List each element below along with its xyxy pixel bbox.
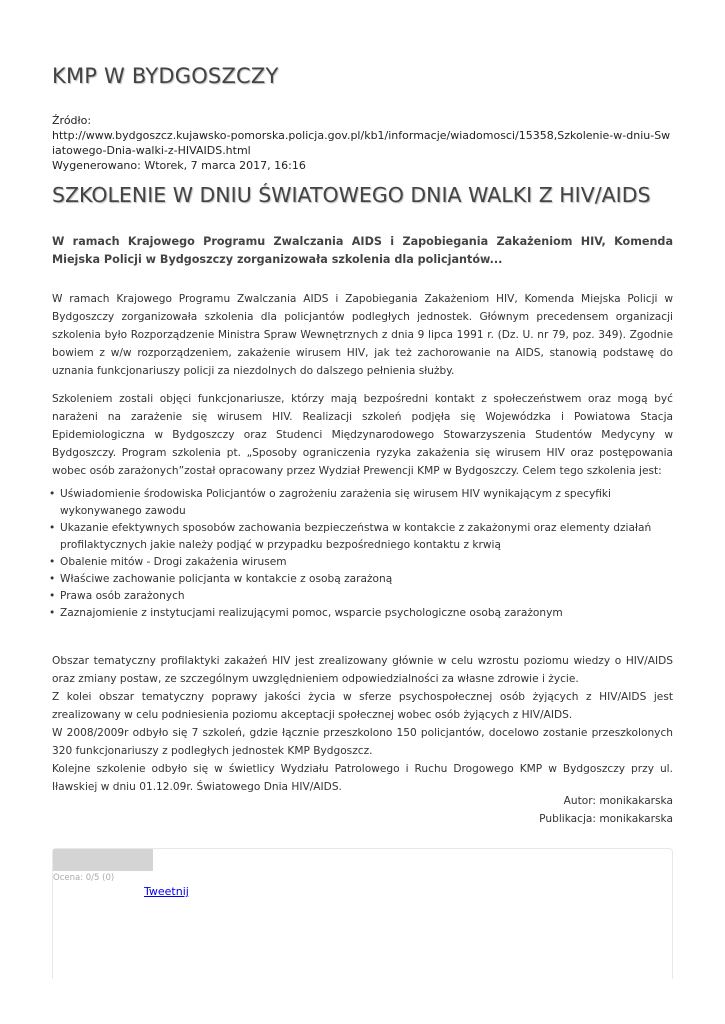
meta-block [52,113,673,173]
tweet-link[interactable]: Tweetnij [144,885,189,898]
publication: Publikacja: monikakarska [539,813,673,825]
paragraph-line: Kolejne szkolenie odbyło się w świetlicy Wydziału Patrolowego i Ruchu Drogowego KMP w Bydgoszczy przy ul. Iławskiej w dniu 01.12.09r. Światowego Dnia HIV/AIDS. [52,763,673,793]
list-item: • Prawa osób zarażonych [49,588,679,605]
rating-stars-bar[interactable] [53,849,153,871]
article-title: SZKOLENIE W DNIU ŚWIATOWEGO DNIA WALKI Z HIV/AIDS [52,183,651,207]
source-label: Źródło: [52,114,92,127]
paragraph-line: W 2008/2009r odbyło się 7 szkoleń, gdzie łącznie przeszkolono 150 policjantów, docelowo zostanie przeszkolonych 320 funkcjonariuszy z podległych jednostek KMP Bydgoszcz. [52,727,673,757]
generated-date: Wygenerowano: Wtorek, 7 marca 2017, 16:16 [52,159,306,172]
site-title: KMP W BYDGOSZCZY [52,64,279,88]
author-block [539,792,673,828]
list-item: • Ukazanie efektywnych sposobów zachowania bezpieczeństwa w kontakcie z zakażonymi oraz elementy działań profilaktycznych jakie należy podjąć w przypadku bezpośredniego kontaktu z krwią [49,520,679,554]
list-item: • Obalenie mitów - Drogi zakażenia wirusem [49,554,679,571]
paragraph-line: Z kolei obszar tematyczny poprawy jakości życia w sferze psychospołecznej osób żyjących z HIV/AIDS jest zrealizowany w celu podniesienia poziomu akceptacji społecznej wobec osób żyjących z HIV/AIDS. [52,691,673,721]
list-item: • Właściwe zachowanie policjanta w kontakcie z osobą zarażoną [49,571,679,588]
list-item: • Uświadomienie środowiska Policjantów o zagrożeniu zarażenia się wirusem HIV wynikającym z specyfiki wykonywanego zawodu [49,486,679,520]
paragraph-line: Obszar tematyczny profilaktyki zakażeń HIV jest zrealizowany głównie w celu wzrostu poziomu wiedzy o HIV/AIDS oraz zmiany postaw, ze szczególnym uwzględnieniem odpowiedzialności za własne zdrowie i życie. [52,655,673,685]
author: Autor: monikakarska [563,795,673,807]
article-paragraph-1: W ramach Krajowego Programu Zwalczania AIDS i Zapobiegania Zakażeniom HIV, Komenda Miejska Policji w Bydgoszczy zorganizowała szkolenia dla policjantów podległych jednostek. Głównym precedensem organizacji szkolenia było Rozporządzenie Ministra Spraw Wewnętrznych z dnia 9 lipca 1991 r. (Dz. U. nr 79, poz. 349). Zgodnie bowiem z w/w rozporządzeniem, zakażenie wirusem HIV, jak też zachorowanie na AIDS, stanowią podstawę do uznania funkcjonariuszy policji za niezdolnych do dalszego pełnienia służby. [52,293,673,377]
article-lead: W ramach Krajowego Programu Zwalczania AIDS i Zapobiegania Zakażeniom HIV, Komenda Miejska Policji w Bydgoszczy zorganizowała szkolenia dla policjantów... [52,235,673,266]
rating-box [52,848,673,979]
article-paragraph-3 [52,652,673,796]
article-paragraph-2: Szkoleniem zostali objęci funkcjonariusze, którzy mają bezpośredni kontakt z społeczeństwem oraz mogą być narażeni na zarażenie się wirusem HIV. Realizacji szkoleń podjęła się Wojewódzka i Powiatowa Stacja Epidemiologiczna w Bydgoszczy oraz Studenci Międzynarodowego Stowarzyszenia Studentów Medycyny w Bydgoszczy. Program szkolenia pt. „Sposoby ograniczenia ryzyka zakażenia się wirusem HIV oraz postępowania wobec osób zarażonych”został opracowany przez Wydział Prewencji KMP w Bydgoszczy. Celem tego szkolenia jest: [52,393,673,477]
rating-text: Ocena: 0/5 (0) [53,873,115,883]
list-item: • Zaznajomienie z instytucjami realizującymi pomoc, wsparcie psychologiczne osobą zarażonym [49,605,679,622]
source-url[interactable]: http://www.bydgoszcz.kujawsko-pomorska.policja.gov.pl/kb1/informacje/wiadomosci/15358,Szkolenie-w-dniu-Swiatowego-Dnia-walki-z-HIVAIDS.html [52,129,671,157]
goals-list [49,486,679,622]
